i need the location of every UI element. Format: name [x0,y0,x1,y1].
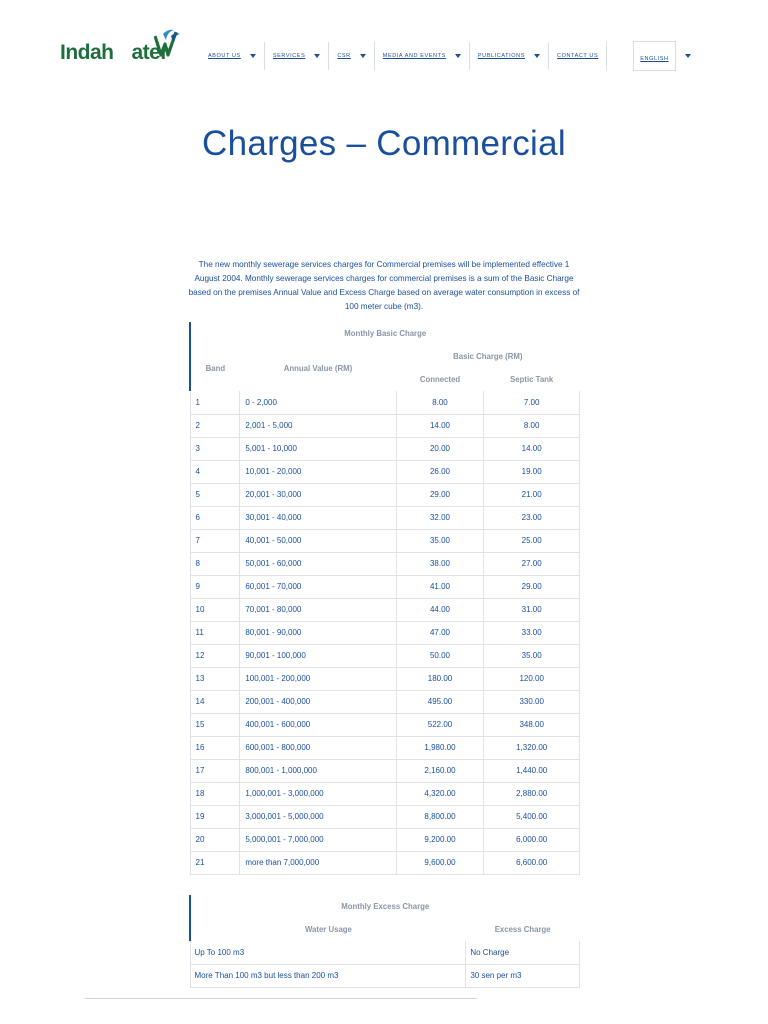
band-cell: 20 [190,828,240,851]
table-row [190,529,580,552]
annual-value-cell: 30,001 - 40,000 [240,506,396,529]
annual-value-cell: 200,001 - 400,000 [240,690,396,713]
band-cell: 15 [190,713,240,736]
chevron-down-icon[interactable] [534,54,540,58]
annual-value-cell: 80,001 - 90,000 [240,621,396,644]
annual-value-cell: 100,001 - 200,000 [240,667,396,690]
septic-charge-cell: 23.00 [484,506,580,529]
septic-charge-cell: 27.00 [484,552,580,575]
band-cell: 1 [190,391,240,414]
table-row [190,851,580,874]
table-row [190,483,580,506]
band-cell: 12 [190,644,240,667]
band-cell: 4 [190,460,240,483]
col-header-band: Band [190,345,240,391]
annual-value-cell: 50,001 - 60,000 [240,552,396,575]
band-cell: 16 [190,736,240,759]
connected-charge-cell: 20.00 [396,437,484,460]
connected-charge-cell: 4,320.00 [396,782,484,805]
septic-charge-cell: 2,880.00 [484,782,580,805]
band-cell: 5 [190,483,240,506]
annual-value-cell: 60,001 - 70,000 [240,575,396,598]
nav-link[interactable]: ABOUT US [208,53,241,59]
table-row [190,552,580,575]
annual-value-cell: 800,001 - 1,000,000 [240,759,396,782]
connected-charge-cell: 50.00 [396,644,484,667]
connected-charge-cell: 29.00 [396,483,484,506]
connected-charge-cell: 35.00 [396,529,484,552]
septic-charge-cell: 1,440.00 [484,759,580,782]
septic-charge-cell: 31.00 [484,598,580,621]
annual-value-cell: 600,001 - 800,000 [240,736,396,759]
table-row [190,736,580,759]
water-usage-cell: More Than 100 m3 but less than 200 m3 [190,964,466,987]
band-cell: 10 [190,598,240,621]
annual-value-cell: more than 7,000,000 [240,851,396,874]
annual-value-cell: 1,000,001 - 3,000,000 [240,782,396,805]
band-cell: 19 [190,805,240,828]
connected-charge-cell: 8,800.00 [396,805,484,828]
connected-charge-cell: 2,160.00 [396,759,484,782]
logo[interactable] [60,30,168,66]
table-row [190,506,580,529]
annual-value-cell: 400,001 - 600,000 [240,713,396,736]
band-cell: 6 [190,506,240,529]
table-row [190,437,580,460]
table-row [190,964,580,987]
table-row [190,575,580,598]
annual-value-cell: 90,001 - 100,000 [240,644,396,667]
nav-link[interactable]: MEDIA AND EVENTS [382,53,446,59]
septic-charge-cell: 25.00 [484,529,580,552]
annual-value-cell: 40,001 - 50,000 [240,529,396,552]
band-cell: 14 [190,690,240,713]
water-usage-cell: Up To 100 m3 [190,941,466,964]
excess-table-caption: Monthly Excess Charge [190,895,580,918]
band-cell: 8 [190,552,240,575]
connected-charge-cell: 41.00 [396,575,484,598]
nav-link[interactable]: PUBLICATIONS [477,53,525,59]
connected-charge-cell: 44.00 [396,598,484,621]
connected-charge-cell: 9,200.00 [396,828,484,851]
connected-charge-cell: 8.00 [396,391,484,414]
intro-text: The new monthly sewerage services charges for Commercial premises will be implemented effective 1 August 2004. Monthly sewerage services charges for commercial premises is a sum of the Basic Charge based on the premises Annual Value and Excess Charge based on average water consumption in excess of 100 meter cube (m3). [188,260,580,311]
nav-item-contact-us[interactable] [549,42,607,70]
table-row [190,782,580,805]
annual-value-cell: 3,000,001 - 5,000,000 [240,805,396,828]
excess-charge-cell: No Charge [466,941,580,964]
nav-link[interactable]: CSR [337,53,351,59]
logo-w-icon [154,28,180,58]
chevron-down-icon[interactable] [455,54,461,58]
band-cell: 3 [190,437,240,460]
septic-charge-cell: 6,000.00 [484,828,580,851]
table-row [190,621,580,644]
septic-charge-cell: 5,400.00 [484,805,580,828]
septic-charge-cell: 348.00 [484,713,580,736]
chevron-down-icon[interactable] [250,54,256,58]
annual-value-cell: 70,001 - 80,000 [240,598,396,621]
language-box[interactable] [633,41,675,71]
nav-item-about-us[interactable] [200,42,265,70]
annual-value-cell: 5,000,001 - 7,000,000 [240,828,396,851]
page-title: Charges – Commercial [202,124,566,163]
col-header-water-usage: Water Usage [190,918,466,941]
connected-charge-cell: 38.00 [396,552,484,575]
table-row [190,713,580,736]
footer-divider [85,998,477,999]
septic-charge-cell: 8.00 [484,414,580,437]
table-row [190,667,580,690]
connected-charge-cell: 47.00 [396,621,484,644]
col-header-connected: Connected [419,375,461,384]
col-header-basic-charge: Basic Charge (RM) [453,352,523,361]
band-cell: 21 [190,851,240,874]
table-row [190,460,580,483]
logo-text: Indah ater [60,41,169,64]
table-row [190,759,580,782]
band-cell: 13 [190,667,240,690]
chevron-down-icon[interactable] [314,54,320,58]
table-row [190,805,580,828]
nav-item-media-and-events[interactable] [375,42,470,70]
connected-charge-cell: 26.00 [396,460,484,483]
table-row [190,414,580,437]
annual-value-cell: 2,001 - 5,000 [240,414,396,437]
annual-value-cell: 5,001 - 10,000 [240,437,396,460]
connected-charge-cell: 180.00 [396,667,484,690]
nav-item-services[interactable] [265,42,330,70]
table-row [190,391,580,414]
main-nav [200,42,699,70]
septic-charge-cell: 21.00 [484,483,580,506]
excess-charge-cell: 30 sen per m3 [466,964,580,987]
connected-charge-cell: 495.00 [396,690,484,713]
septic-charge-cell: 120.00 [484,667,580,690]
band-cell: 11 [190,621,240,644]
col-header-excess-charge: Excess Charge [494,925,551,934]
band-cell: 18 [190,782,240,805]
table-row [190,644,580,667]
basic-charge-table [189,322,580,875]
connected-charge-cell: 14.00 [396,414,484,437]
nav-link[interactable]: SERVICES [272,53,306,59]
septic-charge-cell: 29.00 [484,575,580,598]
band-cell: 17 [190,759,240,782]
septic-charge-cell: 19.00 [484,460,580,483]
language-label[interactable]: ENGLISH [640,56,669,62]
septic-charge-cell: 1,320.00 [484,736,580,759]
septic-charge-cell: 7.00 [484,391,580,414]
band-cell: 7 [190,529,240,552]
chevron-down-icon[interactable] [360,54,366,58]
nav-item-csr[interactable] [329,42,374,70]
connected-charge-cell: 32.00 [396,506,484,529]
col-header-septic-tank: Septic Tank [510,375,554,384]
connected-charge-cell: 1,980.00 [396,736,484,759]
table-row [190,828,580,851]
septic-charge-cell: 6,600.00 [484,851,580,874]
basic-table-caption: Monthly Basic Charge [190,322,580,345]
language-selector[interactable] [607,42,698,70]
band-cell: 9 [190,575,240,598]
band-cell: 2 [190,414,240,437]
annual-value-cell: 0 - 2,000 [240,391,396,414]
nav-link[interactable]: CONTACT US [557,53,599,59]
table-row [190,690,580,713]
excess-charge-table [189,895,580,988]
annual-value-cell: 20,001 - 30,000 [240,483,396,506]
table-row [190,941,580,964]
septic-charge-cell: 33.00 [484,621,580,644]
connected-charge-cell: 9,600.00 [396,851,484,874]
connected-charge-cell: 522.00 [396,713,484,736]
col-header-annual-value: Annual Value (RM) [283,363,353,373]
septic-charge-cell: 14.00 [484,437,580,460]
chevron-down-icon[interactable] [685,54,691,58]
nav-item-publications[interactable] [470,42,549,70]
septic-charge-cell: 330.00 [484,690,580,713]
table-row [190,598,580,621]
septic-charge-cell: 35.00 [484,644,580,667]
annual-value-cell: 10,001 - 20,000 [240,460,396,483]
